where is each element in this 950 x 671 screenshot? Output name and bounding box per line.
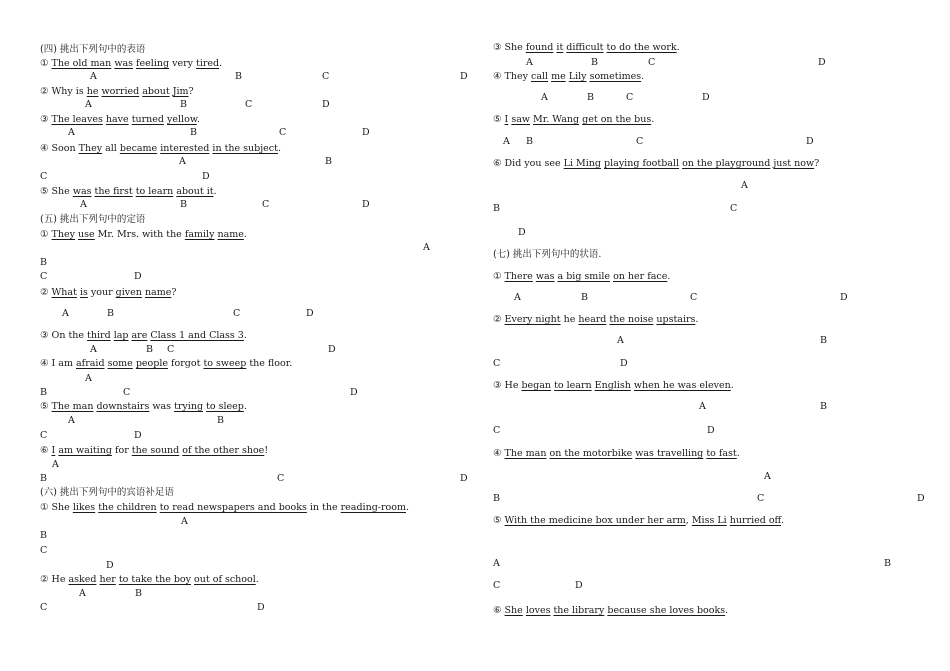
option-letter: B bbox=[146, 344, 153, 355]
underlined-segment: just now bbox=[773, 158, 815, 169]
sentence-text: in the bbox=[306, 502, 341, 513]
underlined-segment: afraid bbox=[76, 358, 105, 369]
option-letter: C bbox=[730, 203, 738, 214]
option-letter: C bbox=[123, 387, 131, 398]
underlined-segment: name bbox=[144, 287, 172, 298]
underlined-segment: trying bbox=[174, 401, 204, 412]
option-letter: D bbox=[702, 92, 710, 103]
underlined-segment: With the medicine box under her arm bbox=[504, 515, 686, 526]
underlined-segment: loves bbox=[525, 605, 551, 616]
option-letter: D bbox=[460, 473, 468, 484]
option-letter: D bbox=[518, 227, 526, 238]
option-letter: B bbox=[493, 493, 500, 504]
underlined-segment: hurried off bbox=[729, 515, 781, 526]
sentence-text: ⑤ She bbox=[40, 186, 73, 197]
option-letter: C bbox=[279, 127, 287, 138]
underlined-segment: worried bbox=[101, 86, 140, 97]
exercise-sentence bbox=[493, 448, 740, 460]
sentence-text: . bbox=[243, 330, 247, 341]
underlined-segment: turned bbox=[131, 114, 164, 125]
sentence-text: all bbox=[102, 143, 120, 154]
option-letter: C bbox=[167, 344, 175, 355]
sentence-text: ④ I am bbox=[40, 358, 77, 369]
option-letter: C bbox=[40, 430, 48, 441]
option-letter: A bbox=[80, 199, 87, 210]
option-letter: C bbox=[493, 580, 501, 591]
option-letter: B bbox=[820, 335, 827, 346]
underlined-segment: because she loves books bbox=[607, 605, 726, 616]
underlined-segment: the noise bbox=[609, 314, 654, 325]
sentence-text: forgot bbox=[168, 358, 204, 369]
underlined-segment: to sweep bbox=[203, 358, 247, 369]
sentence-text: ① She bbox=[40, 502, 73, 513]
underlined-segment: about bbox=[142, 86, 170, 97]
option-letter: C bbox=[262, 199, 270, 210]
underlined-segment: was bbox=[114, 58, 133, 69]
underlined-segment: get on the bus bbox=[582, 114, 652, 125]
option-letter: C bbox=[277, 473, 285, 484]
sentence-text: . bbox=[243, 401, 247, 412]
underlined-segment: I bbox=[504, 114, 509, 125]
exercise-sentence bbox=[493, 515, 784, 527]
underlined-segment: was bbox=[535, 271, 555, 282]
sentence-text: ⑤ bbox=[493, 114, 505, 125]
sentence-text: . bbox=[405, 502, 410, 513]
underlined-segment: to fast bbox=[706, 448, 737, 459]
sentence-text: . bbox=[730, 380, 734, 391]
option-letter: C bbox=[648, 57, 656, 68]
option-letter: D bbox=[202, 171, 210, 182]
sentence-text: . bbox=[725, 605, 729, 616]
option-letter: C bbox=[493, 425, 501, 436]
underlined-segment: downstairs bbox=[96, 401, 150, 412]
option-letter: B bbox=[493, 203, 500, 214]
underlined-segment: is bbox=[79, 287, 88, 298]
underlined-segment: asked bbox=[68, 574, 97, 585]
sentence-text: ④ Soon bbox=[40, 143, 79, 154]
underlined-segment: people bbox=[135, 358, 168, 369]
underlined-segment: The man bbox=[504, 448, 547, 459]
underlined-segment: the first bbox=[94, 186, 133, 197]
underlined-segment: yellow bbox=[167, 114, 197, 125]
option-letter: C bbox=[626, 92, 634, 103]
exercise-sentence bbox=[493, 114, 654, 126]
option-letter: A bbox=[90, 71, 97, 82]
sentence-text: ④ They bbox=[493, 71, 531, 82]
underlined-segment: are bbox=[131, 330, 148, 341]
sentence-text: ⑥ bbox=[493, 605, 505, 616]
underlined-segment: given bbox=[115, 287, 142, 298]
option-letter: B bbox=[587, 92, 594, 103]
underlined-segment: Mr. Wang bbox=[533, 114, 580, 125]
option-letter: A bbox=[181, 516, 188, 527]
option-letter: C bbox=[493, 358, 501, 369]
underlined-segment: sometimes bbox=[589, 71, 642, 82]
exercise-sentence bbox=[493, 71, 644, 83]
sentence-text: . bbox=[243, 229, 247, 240]
option-letter: A bbox=[423, 242, 430, 253]
underlined-segment: me bbox=[551, 71, 566, 82]
underlined-segment: Li Ming bbox=[563, 158, 601, 169]
underlined-segment: lap bbox=[113, 330, 129, 341]
sentence-text: ③ On the bbox=[40, 330, 88, 341]
section-heading: (七) 挑出下列句中的状语. bbox=[493, 249, 602, 260]
option-letter: D bbox=[806, 136, 814, 147]
option-letter: C bbox=[40, 545, 48, 556]
section-heading: (五) 挑出下列句中的定语 bbox=[40, 214, 146, 225]
sentence-text: . bbox=[641, 71, 645, 82]
underlined-segment: her bbox=[99, 574, 116, 585]
sentence-text: your bbox=[87, 287, 116, 298]
option-letter: D bbox=[322, 99, 330, 110]
option-letter: A bbox=[62, 308, 69, 319]
option-letter: B bbox=[107, 308, 114, 319]
option-letter: A bbox=[85, 99, 92, 110]
option-letter: A bbox=[764, 471, 771, 482]
option-letter: D bbox=[840, 292, 848, 303]
option-letter: B bbox=[591, 57, 598, 68]
underlined-segment: likes bbox=[72, 502, 96, 513]
underlined-segment: family bbox=[184, 229, 215, 240]
exercise-sentence bbox=[493, 42, 680, 54]
sentence-text: ② He bbox=[40, 574, 69, 585]
underlined-segment: to learn bbox=[554, 380, 592, 391]
underlined-segment: some bbox=[107, 358, 133, 369]
option-letter: A bbox=[526, 57, 533, 68]
underlined-segment: Lily bbox=[568, 71, 587, 82]
underlined-segment: They bbox=[78, 143, 103, 154]
underlined-segment: They bbox=[51, 229, 75, 240]
option-letter: B bbox=[180, 199, 187, 210]
option-letter: B bbox=[526, 136, 533, 147]
sentence-text: . bbox=[667, 271, 671, 282]
option-letter: A bbox=[68, 127, 75, 138]
option-letter: B bbox=[40, 257, 47, 268]
underlined-segment: Jim bbox=[172, 86, 189, 97]
sentence-text: . bbox=[695, 314, 699, 325]
underlined-segment: name bbox=[217, 229, 244, 240]
underlined-segment: playing football bbox=[604, 158, 680, 169]
sentence-text: he bbox=[560, 314, 579, 325]
option-letter: A bbox=[179, 156, 186, 167]
underlined-segment: What bbox=[51, 287, 77, 298]
underlined-segment: it bbox=[556, 42, 564, 53]
option-letter: C bbox=[757, 493, 765, 504]
option-letter: D bbox=[106, 560, 114, 571]
option-letter: D bbox=[362, 199, 370, 210]
underlined-segment: upstairs bbox=[656, 314, 696, 325]
underlined-segment: call bbox=[531, 71, 549, 82]
underlined-segment: was travelling bbox=[635, 448, 704, 459]
sentence-text: very bbox=[169, 58, 197, 69]
underlined-segment: third bbox=[87, 330, 111, 341]
option-letter: C bbox=[40, 171, 48, 182]
sentence-text: ? bbox=[814, 158, 820, 169]
option-letter: C bbox=[233, 308, 241, 319]
option-letter: A bbox=[493, 558, 500, 569]
option-letter: B bbox=[581, 292, 588, 303]
sentence-text: was bbox=[149, 401, 175, 412]
sentence-text: . bbox=[219, 58, 223, 69]
option-letter: D bbox=[620, 358, 628, 369]
option-letter: A bbox=[741, 180, 748, 191]
sentence-text: . bbox=[780, 515, 784, 526]
option-letter: A bbox=[699, 401, 706, 412]
option-letter: B bbox=[40, 530, 47, 541]
sentence-text: , bbox=[685, 515, 692, 526]
underlined-segment: when he was eleven bbox=[633, 380, 731, 391]
underlined-segment: to sleep bbox=[206, 401, 244, 412]
underlined-segment: found bbox=[525, 42, 554, 53]
sentence-text: . bbox=[196, 114, 200, 125]
exercise-sentence bbox=[493, 314, 698, 326]
sentence-text: ③ He bbox=[493, 380, 522, 391]
option-letter: B bbox=[135, 588, 142, 599]
underlined-segment: the library bbox=[553, 605, 605, 616]
option-letter: C bbox=[40, 602, 48, 613]
underlined-segment: The leaves bbox=[51, 114, 103, 125]
option-letter: A bbox=[514, 292, 521, 303]
option-letter: A bbox=[90, 344, 97, 355]
section-heading: (六) 挑出下列句中的宾语补足语 bbox=[40, 487, 174, 498]
option-letter: B bbox=[884, 558, 891, 569]
option-letter: C bbox=[636, 136, 644, 147]
sentence-text: ② bbox=[493, 314, 505, 325]
underlined-segment: There bbox=[504, 271, 533, 282]
option-letter: B bbox=[40, 473, 47, 484]
option-letter: D bbox=[328, 344, 336, 355]
sentence-text: ! bbox=[264, 445, 269, 456]
exercise-sentence bbox=[493, 158, 819, 170]
underlined-segment: on her face bbox=[613, 271, 668, 282]
option-letter: D bbox=[707, 425, 715, 436]
section-heading: (四) 挑出下列句中的表语 bbox=[40, 44, 146, 55]
underlined-segment: the children bbox=[98, 502, 157, 513]
option-letter: B bbox=[217, 415, 224, 426]
sentence-text: . bbox=[213, 186, 217, 197]
sentence-text: . bbox=[277, 143, 281, 154]
option-letter: D bbox=[362, 127, 370, 138]
underlined-segment: English bbox=[594, 380, 631, 391]
underlined-segment: was bbox=[72, 186, 92, 197]
underlined-segment: Every night bbox=[504, 314, 561, 325]
underlined-segment: tired bbox=[196, 58, 220, 69]
option-letter: D bbox=[460, 71, 468, 82]
underlined-segment: have bbox=[105, 114, 129, 125]
sentence-text: ⑥ Did you see bbox=[493, 158, 564, 169]
underlined-segment: interested bbox=[160, 143, 210, 154]
option-letter: C bbox=[245, 99, 253, 110]
underlined-segment: in the subject bbox=[212, 143, 278, 154]
sentence-text: . bbox=[255, 574, 259, 585]
option-letter: D bbox=[818, 57, 826, 68]
underlined-segment: became bbox=[119, 143, 158, 154]
sentence-text: ③ She bbox=[493, 42, 526, 53]
sentence-text: ⑥ bbox=[40, 445, 52, 456]
option-letter: D bbox=[257, 602, 265, 613]
option-letter: B bbox=[190, 127, 197, 138]
underlined-segment: to read newspapers and books bbox=[159, 502, 307, 513]
sentence-text: . bbox=[676, 42, 680, 53]
option-letter: A bbox=[85, 373, 92, 384]
option-letter: D bbox=[350, 387, 358, 398]
sentence-text: . bbox=[736, 448, 740, 459]
option-letter: D bbox=[134, 271, 142, 282]
underlined-segment: to learn bbox=[135, 186, 174, 197]
underlined-segment: he bbox=[86, 86, 99, 97]
underlined-segment: about it bbox=[176, 186, 214, 197]
underlined-segment: saw bbox=[511, 114, 531, 125]
underlined-segment: am waiting bbox=[58, 445, 112, 456]
option-letter: B bbox=[40, 387, 47, 398]
underlined-segment: heard bbox=[578, 314, 607, 325]
sentence-text: ? bbox=[171, 287, 177, 298]
sentence-text: ⑤ bbox=[493, 515, 505, 526]
option-letter: D bbox=[134, 430, 142, 441]
underlined-segment: use bbox=[78, 229, 95, 240]
underlined-segment: a big smile bbox=[557, 271, 611, 282]
underlined-segment: Class 1 and Class 3 bbox=[150, 330, 244, 341]
underlined-segment: the sound bbox=[131, 445, 180, 456]
underlined-segment: to take the boy bbox=[118, 574, 192, 585]
sentence-text: ① bbox=[493, 271, 505, 282]
sentence-text: the floor. bbox=[246, 358, 293, 369]
underlined-segment: I bbox=[51, 445, 56, 456]
option-letter: A bbox=[617, 335, 624, 346]
option-letter: A bbox=[503, 136, 510, 147]
exercise-sentence bbox=[493, 605, 728, 617]
sentence-text: Mr. Mrs. with the bbox=[94, 229, 185, 240]
option-letter: D bbox=[575, 580, 583, 591]
sentence-text: . bbox=[651, 114, 655, 125]
sentence-text: for bbox=[111, 445, 132, 456]
option-letter: A bbox=[52, 459, 59, 470]
sentence-text: ⑤ bbox=[40, 401, 52, 412]
underlined-segment: on the motorbike bbox=[549, 448, 633, 459]
underlined-segment: to do the work bbox=[606, 42, 677, 53]
underlined-segment: reading-room bbox=[340, 502, 406, 513]
underlined-segment: difficult bbox=[566, 42, 604, 53]
exercise-sentence bbox=[493, 380, 734, 392]
sentence-text: ④ bbox=[493, 448, 505, 459]
underlined-segment: on the playground bbox=[682, 158, 771, 169]
sentence-text: ? bbox=[188, 86, 194, 97]
underlined-segment: The man bbox=[51, 401, 94, 412]
sentence-text: ③ bbox=[40, 114, 52, 125]
option-letter: B bbox=[820, 401, 827, 412]
underlined-segment: of the other shoe bbox=[182, 445, 265, 456]
underlined-segment: Miss Li bbox=[691, 515, 727, 526]
option-letter: B bbox=[180, 99, 187, 110]
option-letter: B bbox=[325, 156, 332, 167]
underlined-segment: feeling bbox=[136, 58, 170, 69]
sentence-text: ② bbox=[40, 287, 52, 298]
option-letter: C bbox=[690, 292, 698, 303]
option-letter: A bbox=[541, 92, 548, 103]
underlined-segment: out of school bbox=[194, 574, 256, 585]
option-letter: B bbox=[235, 71, 242, 82]
sentence-text: ② Why is bbox=[40, 86, 87, 97]
underlined-segment: began bbox=[521, 380, 552, 391]
exercise-sentence bbox=[493, 271, 670, 283]
option-letter: A bbox=[68, 415, 75, 426]
underlined-segment: The old man bbox=[51, 58, 112, 69]
sentence-text: ① bbox=[40, 58, 52, 69]
option-letter: D bbox=[917, 493, 925, 504]
underlined-segment: She bbox=[504, 605, 523, 616]
option-letter: A bbox=[79, 588, 86, 599]
sentence-text: ① bbox=[40, 229, 52, 240]
option-letter: D bbox=[306, 308, 314, 319]
option-letter: C bbox=[40, 271, 48, 282]
option-letter: C bbox=[322, 71, 330, 82]
